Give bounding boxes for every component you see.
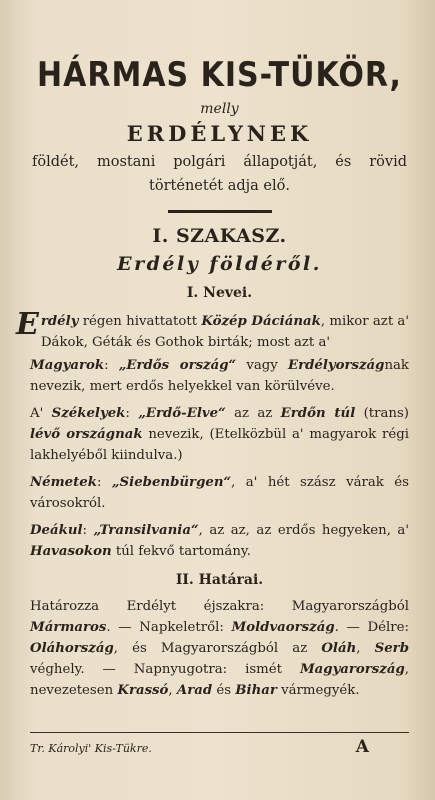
name-term: Magyarok — [30, 358, 105, 373]
paragraph-text: (trans) — [355, 406, 409, 421]
name-term: Krassó — [117, 683, 169, 698]
name-term: „Erdős ország“ — [118, 358, 237, 373]
name-term: „Siebenbürgen“ — [111, 475, 232, 490]
name-term: Székelyek — [51, 406, 126, 421]
paragraph-text: vagy — [236, 358, 288, 373]
name-term: lévő országnak — [30, 427, 143, 442]
paragraph-text: az az — [225, 406, 281, 421]
paragraph-text: nevezik, (Etelközbül a' magyarok régi lakhelyéből kiindulva.) — [30, 427, 409, 463]
paragraph-text: , mikor azt a' Dákok, Géták és Gothok birták; most azt a' — [40, 314, 410, 350]
name-term: „Transilvania“ — [93, 523, 199, 538]
paragraph-deakul — [30, 520, 409, 562]
name-term: Mármaros — [30, 620, 107, 635]
paragraph-text: nak nevezik, mert erdős helyekkel van körülvéve. — [30, 358, 409, 394]
paragraph-text: , az az, az erdős hegyeken, a' — [198, 523, 409, 538]
name-term: Serb — [374, 641, 409, 656]
section-heading: I. SZAKASZ. — [152, 225, 287, 247]
title-description: földét, mostani polgári állapotját, és rövid történetét adja elő. — [32, 154, 407, 194]
paragraph-hatarai — [30, 596, 409, 701]
name-term: Erdélyország — [287, 358, 385, 373]
drop-cap: E — [16, 307, 39, 342]
title-divider — [168, 210, 272, 213]
signature-mark: A — [355, 737, 369, 757]
paragraph-text: Határozza Erdélyt éjszakra: Magyarországból — [30, 599, 409, 614]
paragraph-magyarok — [30, 355, 409, 397]
paragraph-text: . — Délre: — [334, 620, 409, 635]
paragraph-text: : — [125, 406, 139, 421]
page-title: HÁRMAS KIS-TÜKÖR, — [37, 55, 402, 96]
name-term: Magyarország — [299, 662, 405, 677]
paragraph-text: régen hivattatott — [78, 314, 202, 329]
paragraph-szekelyek — [30, 403, 409, 466]
paragraph-erdely-names — [16, 307, 410, 353]
paragraph-text: , a' hét szász várak és városokról. — [30, 475, 410, 511]
name-term: Havasokon — [30, 544, 112, 559]
name-term: rdély — [40, 314, 79, 329]
name-term: Erdőn túl — [280, 406, 356, 421]
paragraph-text: véghely. — Napnyugotra: ismét — [30, 662, 300, 677]
name-term: Bihar — [235, 683, 277, 698]
title-subject: ERDÉLYNEK — [126, 121, 313, 146]
paragraph-text: , és Magyarországból az — [113, 641, 322, 656]
name-term: Deákul — [30, 523, 83, 538]
paragraph-text: : — [82, 523, 94, 538]
name-term: Oláh — [321, 641, 357, 656]
paragraph-nemetek — [30, 472, 409, 514]
name-term: Moldvaország — [231, 620, 335, 635]
paragraph-text: , — [168, 683, 177, 698]
paragraph-text: A' — [30, 406, 52, 421]
name-term: Közép Dáciának — [201, 314, 321, 329]
signature-line: Tr. Károlyi' Kis-Tükre. — [30, 742, 152, 755]
page-footer — [30, 732, 409, 757]
name-term: Arad — [176, 683, 213, 698]
paragraph-text: : — [96, 475, 112, 490]
name-term: Németek — [30, 475, 97, 490]
title-connector: melly — [200, 101, 239, 117]
paragraph-text: , nevezetesen — [30, 662, 409, 698]
paragraph-text: és — [212, 683, 236, 698]
paragraph-text: : — [104, 358, 119, 373]
paragraph-text: , — [356, 641, 375, 656]
part1-heading: I. Nevei. — [186, 285, 253, 301]
section-subheading: Erdély földéről. — [117, 253, 322, 275]
paragraph-text: vármegyék. — [276, 683, 360, 698]
name-term: „Erdő-Elve“ — [138, 406, 226, 421]
name-term: Oláhország — [30, 641, 114, 656]
part2-heading: II. Határai. — [175, 572, 264, 588]
paragraph-text: túl fekvő tartomány. — [111, 544, 251, 559]
paragraph-text: . — Napkeletről: — [106, 620, 232, 635]
